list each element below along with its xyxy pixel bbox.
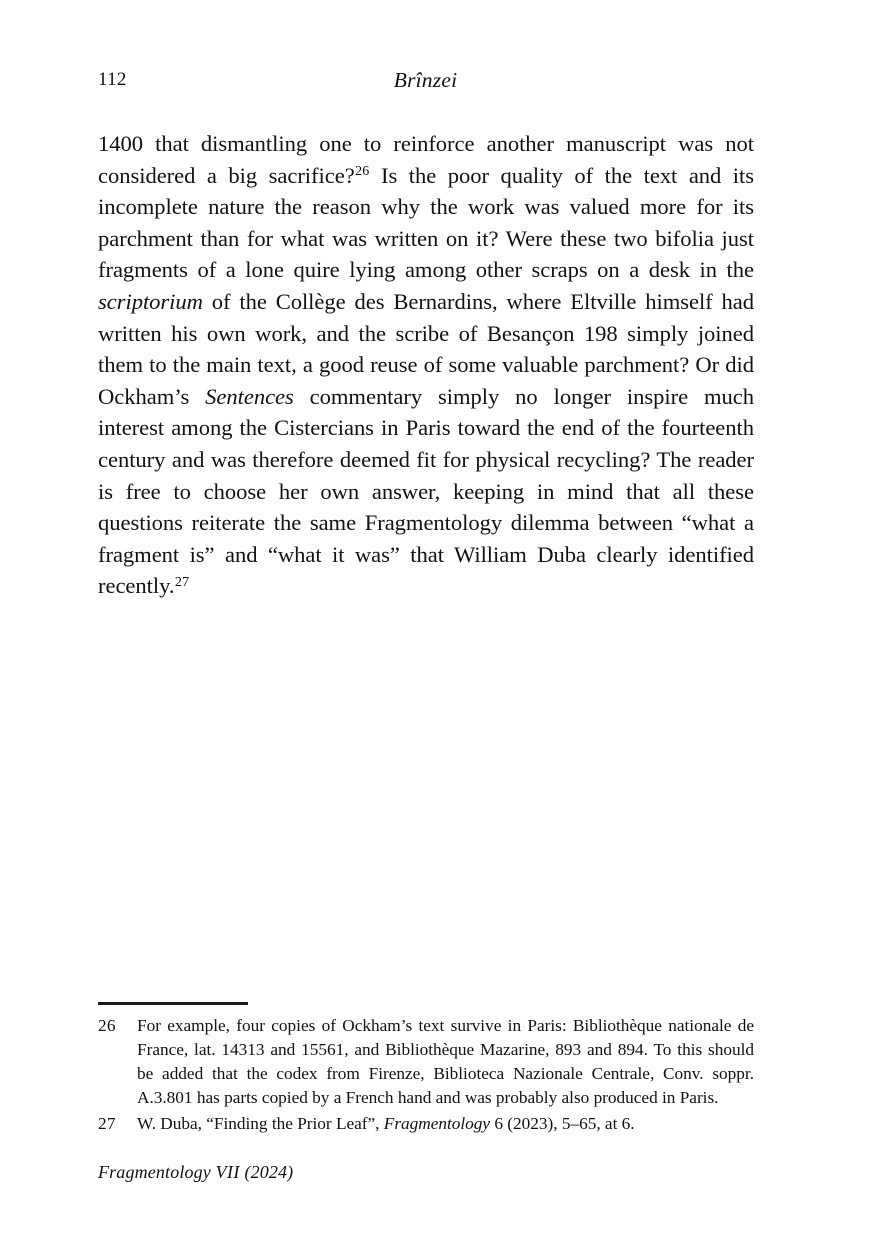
colophon [98, 1160, 293, 1184]
footnote-26 [98, 1014, 754, 1111]
italic-run: scriptorium [98, 288, 203, 314]
colophon-journal: Fragmentology [98, 1162, 211, 1182]
footnote-27-text: W. Duba, “Finding the Prior Leaf”, Fragmentology 6 (2023), 5–65, at 6. [137, 1113, 635, 1133]
italic-run: Sentences [205, 383, 294, 409]
italic-run: Fragmentology [383, 1113, 491, 1133]
colophon-volume: VII [215, 1162, 240, 1182]
footnote-26-text: For example, four copies of Ockham’s text survive in Paris: Bibliothèque nationale de France, lat. 14313 and 15561, and Bibliothèque Mazarine, 893 and 894. To this should be added that the codex from Firenze, Biblioteca Nazionale Centrale, Conv. soppr. A.3.801 has parts copied by a French hand and was probably also produced in Paris. [137, 1015, 754, 1108]
footnote-area [98, 1002, 754, 1136]
page-number: 112 [98, 69, 127, 90]
colophon-year: (2024) [244, 1162, 294, 1182]
footnote-separator-rule [98, 1002, 248, 1005]
running-head-title: Brînzei [393, 68, 458, 92]
body-paragraph: 1400 that dismantling one to reinforce another manuscript was not considered a big sacrifice?$^{26}$ Is the poor quality of the text and its incomplete nature the reason why the work was valued more for its parchment than for what was written on it? Were these two bifolia just fragments of a lone quire lying among other scraps on a desk in the scriptorium of the Collège des Bernardins, where Eltville himself had written his own work, and the scribe of Besançon 198 simply joined them to the main text, a good reuse of some valuable parchment? Or did Ockham’s Sentences commentary simply no longer inspire much interest among the Cistercians in Paris toward the end of the fourteenth century and was therefore deemed fit for physical recycling? The reader is free to choose her own answer, keeping in mind that all these questions reiterate the same Fragmentology dilemma between “what a fragment is” and “what it was” that William Duba clearly identified recently.$^{27}$ [98, 131, 755, 599]
footnote-27-number: 27 [98, 1113, 116, 1133]
footnote-reference-27: 27 [174, 575, 190, 591]
body-text-block [98, 128, 754, 602]
footnote-reference-26: 26 [355, 164, 370, 180]
footnote-27 [98, 1112, 754, 1136]
running-head [98, 70, 753, 96]
footnote-26-number: 26 [98, 1015, 116, 1035]
